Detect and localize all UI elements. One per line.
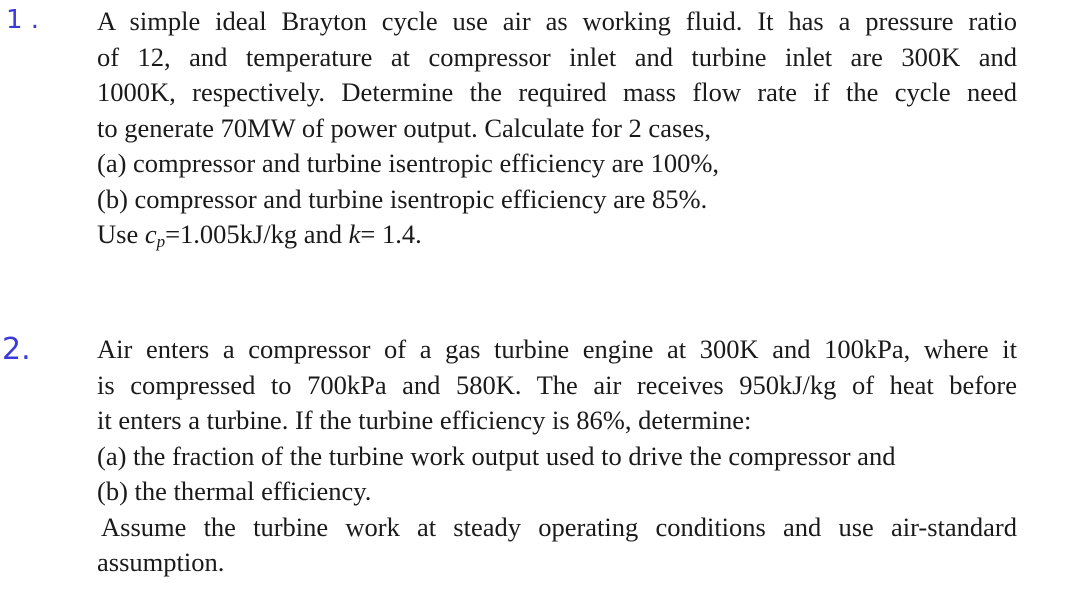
problem-1-number: 1 . (6, 5, 40, 35)
problem-1-line-1: A simple ideal Brayton cycle use air as working fluid. It has a pressure ratio (97, 6, 1017, 36)
cp-value: =1.005kJ/kg and (165, 219, 349, 249)
problem-1-case-a: (a) compressor and turbine isentropic efficiency are 100%, (97, 148, 720, 178)
problem-1-line-3: 1000K, respectively. Determine the required mass flow rate if the cycle need (97, 77, 1017, 107)
problem-2-line-3: it enters a turbine. If the turbine efficiency is 86%, determine: (97, 405, 752, 435)
problem-2-case-b: (b) the thermal efficiency. (97, 476, 372, 506)
problem-1-text (97, 4, 1017, 253)
problem-2-line-2: is compressed to 700kPa and 580K. The air receives 950kJ/kg of heat before (97, 369, 1017, 400)
problem-2-line-7: assumption. (97, 547, 225, 577)
problem-1-line-2: of 12, and temperature at compressor inlet and turbine inlet are 300K and (97, 41, 1017, 72)
problem-2-text (97, 332, 1017, 581)
problem-2-line-1: Air enters a compressor of a gas turbine engine at 300K and 100kPa, where it (97, 334, 1017, 364)
k-value: = 1.4. (360, 219, 422, 249)
problem-1-constants (97, 217, 1017, 253)
cp-symbol: c (144, 219, 157, 249)
use-prefix: Use (97, 219, 145, 249)
problem-1-line-4: to generate 70MW of power output. Calculate for 2 cases, (97, 112, 711, 143)
problem-2-number: 2. (2, 332, 31, 367)
problem-2-case-a: (a) the fraction of the turbine work output used to drive the compressor and (97, 440, 896, 471)
problem-1-case-b: (b) compressor and turbine isentropic efficiency are 85%. (97, 183, 708, 214)
cp-subscript: p (156, 232, 166, 251)
problem-2-line-6: Assume the turbine work at steady operating conditions and use air-standard (101, 511, 1017, 542)
k-symbol: k (348, 219, 361, 249)
